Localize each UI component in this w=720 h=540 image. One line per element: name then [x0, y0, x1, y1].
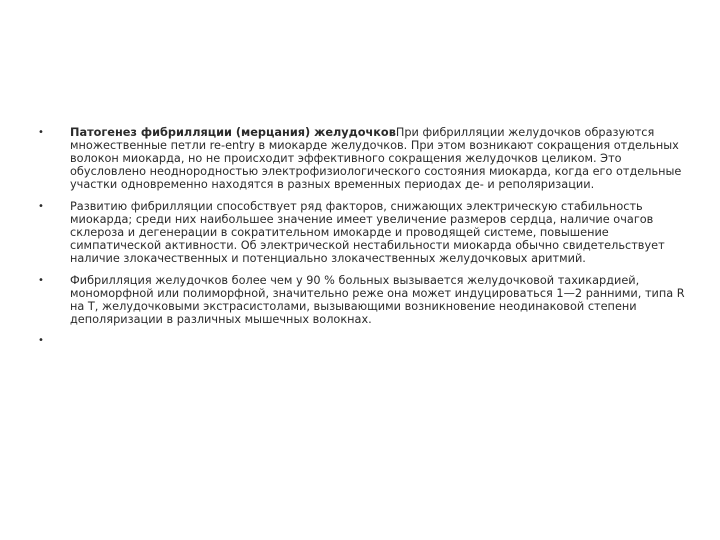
- bullet-item-pathogenesis: [38, 126, 686, 191]
- bullet-marker: •: [38, 127, 44, 138]
- bullet-list: [38, 126, 686, 347]
- bullet-heading: Патогенез фибрилляции (мерцания) желудочков: [70, 126, 396, 139]
- bullet-item-causes: [38, 274, 686, 326]
- bullet-item-factors: [38, 200, 686, 265]
- bullet-text: Фибрилляция желудочков более чем у 90 % больных вызывается желудочковой тахикардией, мономорфной или полиморфной, значительно реже она может индуцироваться 1—2 ранними, типа R на T, желудочковыми экстрасистолами, вызывающими возникновение неодинаковой степени деполяризации в различных мышечных волокнах.: [70, 274, 685, 326]
- bullet-text: При фибрилляции желудочков образуются множественные петли re-entry в миокарде желудочков. При этом возникают сокращения отдельных волокон миокарда, но не происходит эффективного сокращения желудочков целиком. Это обусловлено неоднородностью электрофизиологического состояния миокарда, когда его отдельные участки одновременно находятся в разных временных периодах де- и реполяризации.: [70, 126, 682, 191]
- bullet-marker: •: [38, 275, 44, 286]
- bullet-marker: •: [38, 201, 44, 212]
- bullet-item-empty: [38, 334, 686, 347]
- bullet-marker: •: [38, 335, 44, 346]
- bullet-text: Развитию фибрилляции способствует ряд факторов, снижающих электрическую стабильность миокарда; среди них наибольшее значение имеет увеличение размеров сердца, наличие очагов склероза и дегенерации в сократительном имокарде и проводящей системе, повышение симпатической активности. Об электрической нестабильности миокарда обычно свидетельствует наличие злокачественных и потенциально злокачественных желудочковых аритмий.: [70, 200, 665, 265]
